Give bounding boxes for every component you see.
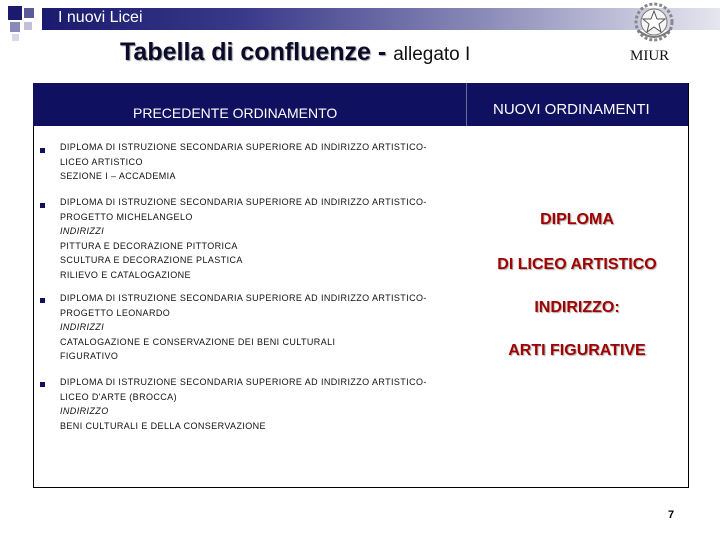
- item-line: RILIEVO E CATALOGAZIONE: [60, 269, 191, 280]
- item-line: PROGETTO MICHELANGELO: [60, 211, 193, 222]
- corner-square-decoration: [24, 22, 32, 30]
- item-line: LICEO ARTISTICO: [60, 156, 143, 167]
- new-liceo-label: DI LICEO ARTISTICO: [497, 256, 657, 273]
- page-number: 7: [668, 509, 675, 521]
- item-line: DIPLOMA DI ISTRUZIONE SECONDARIA SUPERIORE AD INDIRIZZO ARTISTICO-: [60, 377, 427, 387]
- item-line: PROGETTO LEONARDO: [60, 307, 171, 318]
- italian-republic-emblem-icon: [632, 0, 676, 44]
- item-line: INDIRIZZI: [60, 226, 105, 236]
- item-line: INDIRIZZO: [60, 406, 109, 416]
- corner-square-decoration: [8, 6, 22, 20]
- corner-square-decoration: [24, 8, 34, 18]
- list-item: [60, 140, 427, 184]
- right-column-header: NUOVI ORDINAMENTI: [493, 101, 650, 118]
- new-indirizzo-label: INDIRIZZO:: [534, 299, 620, 316]
- new-arti-figurative-label: ARTI FIGURATIVE: [508, 342, 646, 359]
- list-item: [60, 375, 427, 433]
- bullet-icon: [40, 298, 45, 303]
- new-diploma-label: DIPLOMA: [540, 211, 614, 228]
- bullet-icon: [40, 203, 45, 208]
- item-line: PITTURA E DECORAZIONE PITTORICA: [60, 240, 238, 251]
- miur-label: MIUR: [630, 48, 670, 64]
- item-line: FIGURATIVO: [60, 351, 119, 361]
- corner-square-decoration: [10, 22, 20, 32]
- item-line: SEZIONE I – ACCADEMIA: [60, 171, 176, 181]
- slide-title: [120, 38, 470, 67]
- item-line: LICEO D'ARTE (BROCCA): [60, 391, 177, 402]
- corner-square-decoration: [12, 34, 19, 41]
- left-column-header: PRECEDENTE ORDINAMENTO: [133, 105, 338, 121]
- bullet-icon: [40, 148, 45, 153]
- item-line: DIPLOMA DI ISTRUZIONE SECONDARIA SUPERIORE AD INDIRIZZO ARTISTICO-: [60, 293, 427, 303]
- list-item: [60, 195, 427, 282]
- header-bar: [42, 8, 720, 30]
- item-line: SCULTURA E DECORAZIONE PLASTICA: [60, 255, 243, 265]
- header-title: I nuovi Licei: [58, 9, 143, 26]
- list-item: [60, 291, 427, 364]
- item-line: INDIRIZZI: [60, 322, 105, 332]
- bullet-icon: [40, 382, 45, 387]
- slide-title-sub: allegato I: [393, 44, 471, 65]
- item-line: BENI CULTURALI E DELLA CONSERVAZIONE: [60, 420, 266, 431]
- item-line: DIPLOMA DI ISTRUZIONE SECONDARIA SUPERIORE AD INDIRIZZO ARTISTICO-: [60, 142, 427, 152]
- slide-title-main: Tabella di confluenze -: [120, 38, 394, 66]
- header-divider: [466, 83, 467, 126]
- item-line: CATALOGAZIONE E CONSERVAZIONE DEI BENI CULTURALI: [60, 336, 336, 347]
- item-line: DIPLOMA DI ISTRUZIONE SECONDARIA SUPERIORE AD INDIRIZZO ARTISTICO-: [60, 197, 427, 207]
